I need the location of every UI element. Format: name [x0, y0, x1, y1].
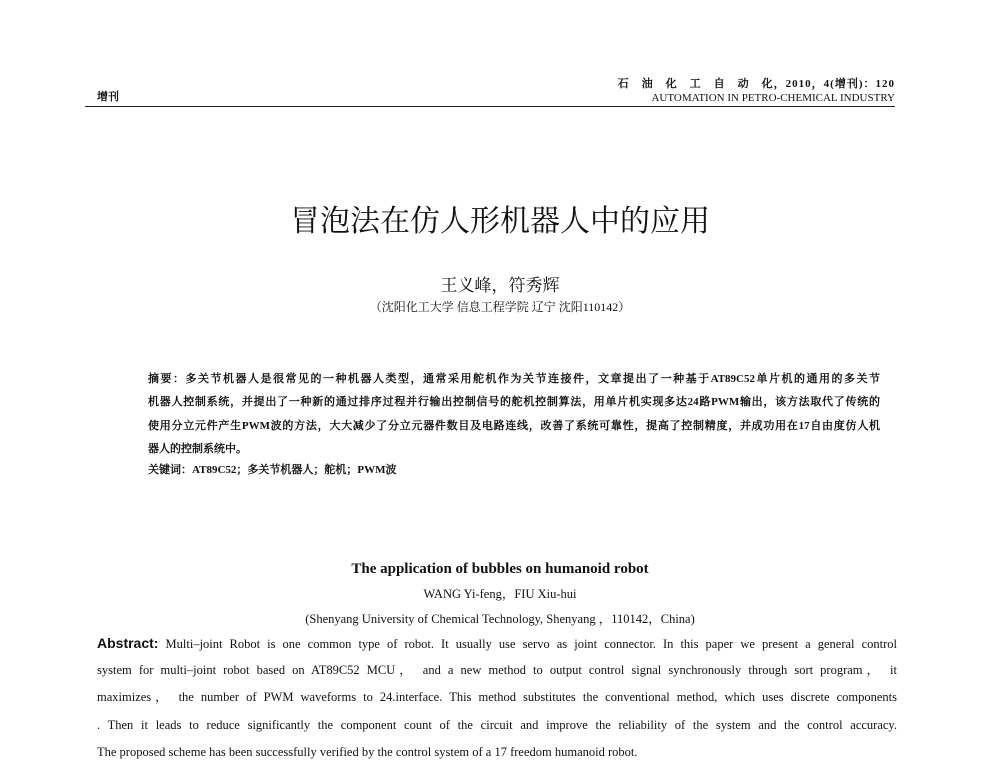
keywords-cn: 关键词：AT89C52；多关节机器人；舵机；PWM波	[148, 464, 397, 476]
paper-title-en: The application of bubbles on humanoid robot	[351, 561, 649, 577]
supplement-label: 增刊	[97, 91, 119, 103]
authors-en: WANG Yi-feng，FIU Xiu-hui	[423, 587, 577, 601]
abstract-en-line: The proposed scheme has been successfully verified by the control system of a 17 freedom humanoid robot.	[97, 744, 638, 759]
affiliation-cn: （沈阳化工大学 信息工程学院 辽宁 沈阳110142）	[369, 300, 631, 314]
abstract-label: Abstract:	[97, 635, 159, 651]
paper-title-cn: 冒泡法在仿人形机器人中的应用	[290, 205, 710, 238]
abstract-cn-line: 器人的控制系统中。	[148, 442, 247, 455]
journal-header	[618, 77, 895, 105]
abstract-en-line: system for multi–joint robot based on AT89C52 MCU， and a new method to output control signal synchronously through sort program， it	[97, 663, 897, 678]
abstract-cn-line: 使用分立元件产生PWM波的方法，大大减少了分立元器件数目及电路连线，改善了系统可靠性，提高了控制精度，并成功用在17自由度仿人机	[148, 419, 880, 432]
abstract-cn-line: 机器人控制系统，并提出了一种新的通过排序过程并行输出控制信号的舵机控制算法，用单片机实现多达24路PWM输出，该方法取代了传统的	[148, 396, 880, 409]
authors-cn: 王义峰，符秀辉	[440, 276, 560, 295]
abstract-en-line	[97, 632, 897, 659]
abstract-cn-line: 摘要：多关节机器人是很常见的一种机器人类型，通常采用舵机作为关节连接件，文章提出了一种基于AT89C52单片机的通用的多关节	[148, 373, 880, 385]
abstract-en-line: . Then it leads to reduce significantly the component count of the circuit and improve the reliability of the system and the control accuracy.	[97, 717, 897, 732]
abstract-en	[97, 632, 897, 760]
journal-name-en: AUTOMATION IN PETRO-CHEMICAL INDUSTRY	[651, 92, 895, 104]
journal-citation: 石 油 化 工 自 动 化，2010，4(增刊)：120	[617, 78, 895, 90]
abstract-en-line: maximizes， the number of PWM waveforms to 24.interface. This method substitutes the conventional method, which uses discrete components	[97, 690, 897, 705]
abstract-en-text: Multi–joint Robot is one common type of robot. It usually use servo as joint connector. In this paper we present a general control	[165, 637, 897, 651]
affiliation-en: (Shenyang University of Chemical Technology, Shenyang ，110142，China)	[305, 612, 695, 626]
abstract-cn	[148, 368, 880, 461]
header-rule	[85, 106, 895, 107]
